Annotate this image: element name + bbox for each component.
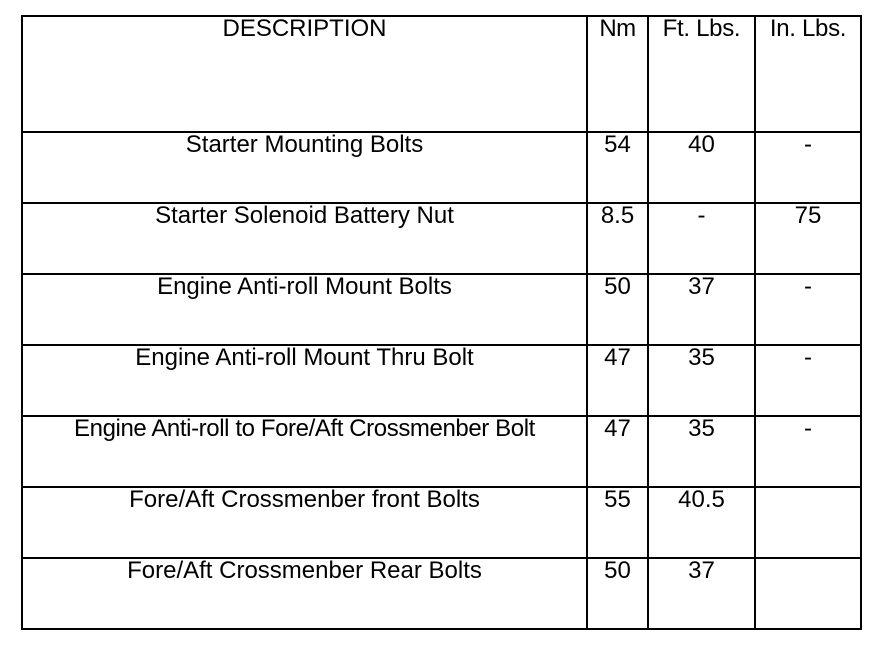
description-cell: Fore/Aft Crossmenber front Bolts [22, 487, 587, 558]
ft-lbs-cell: 37 [648, 558, 755, 629]
nm-cell: 47 [587, 416, 648, 487]
nm-cell: 54 [587, 132, 648, 203]
header-description: DESCRIPTION [22, 16, 587, 132]
in-lbs-cell: - [755, 345, 861, 416]
table-row [22, 487, 861, 558]
table-row [22, 416, 861, 487]
ft-lbs-cell: 35 [648, 345, 755, 416]
description-cell: Starter Mounting Bolts [22, 132, 587, 203]
table-header-row [22, 16, 861, 132]
in-lbs-cell: - [755, 132, 861, 203]
table-row [22, 558, 861, 629]
nm-cell: 55 [587, 487, 648, 558]
in-lbs-cell: - [755, 274, 861, 345]
table-row [22, 345, 861, 416]
in-lbs-cell [755, 558, 861, 629]
header-ft-lbs: Ft. Lbs. [648, 16, 755, 132]
nm-cell: 50 [587, 274, 648, 345]
torque-spec-table [21, 15, 862, 630]
nm-cell: 47 [587, 345, 648, 416]
nm-cell: 50 [587, 558, 648, 629]
in-lbs-cell: - [755, 416, 861, 487]
description-cell: Fore/Aft Crossmenber Rear Bolts [22, 558, 587, 629]
ft-lbs-cell: 35 [648, 416, 755, 487]
ft-lbs-cell: 40 [648, 132, 755, 203]
ft-lbs-cell: 40.5 [648, 487, 755, 558]
description-cell: Engine Anti-roll to Fore/Aft Crossmenber Bolt [22, 416, 587, 487]
in-lbs-cell: 75 [755, 203, 861, 274]
ft-lbs-cell: 37 [648, 274, 755, 345]
table-row [22, 274, 861, 345]
header-in-lbs: In. Lbs. [755, 16, 861, 132]
ft-lbs-cell: - [648, 203, 755, 274]
header-nm: Nm [587, 16, 648, 132]
in-lbs-cell [755, 487, 861, 558]
table-row [22, 132, 861, 203]
description-cell: Engine Anti-roll Mount Bolts [22, 274, 587, 345]
nm-cell: 8.5 [587, 203, 648, 274]
description-cell: Starter Solenoid Battery Nut [22, 203, 587, 274]
description-cell: Engine Anti-roll Mount Thru Bolt [22, 345, 587, 416]
table-row [22, 203, 861, 274]
